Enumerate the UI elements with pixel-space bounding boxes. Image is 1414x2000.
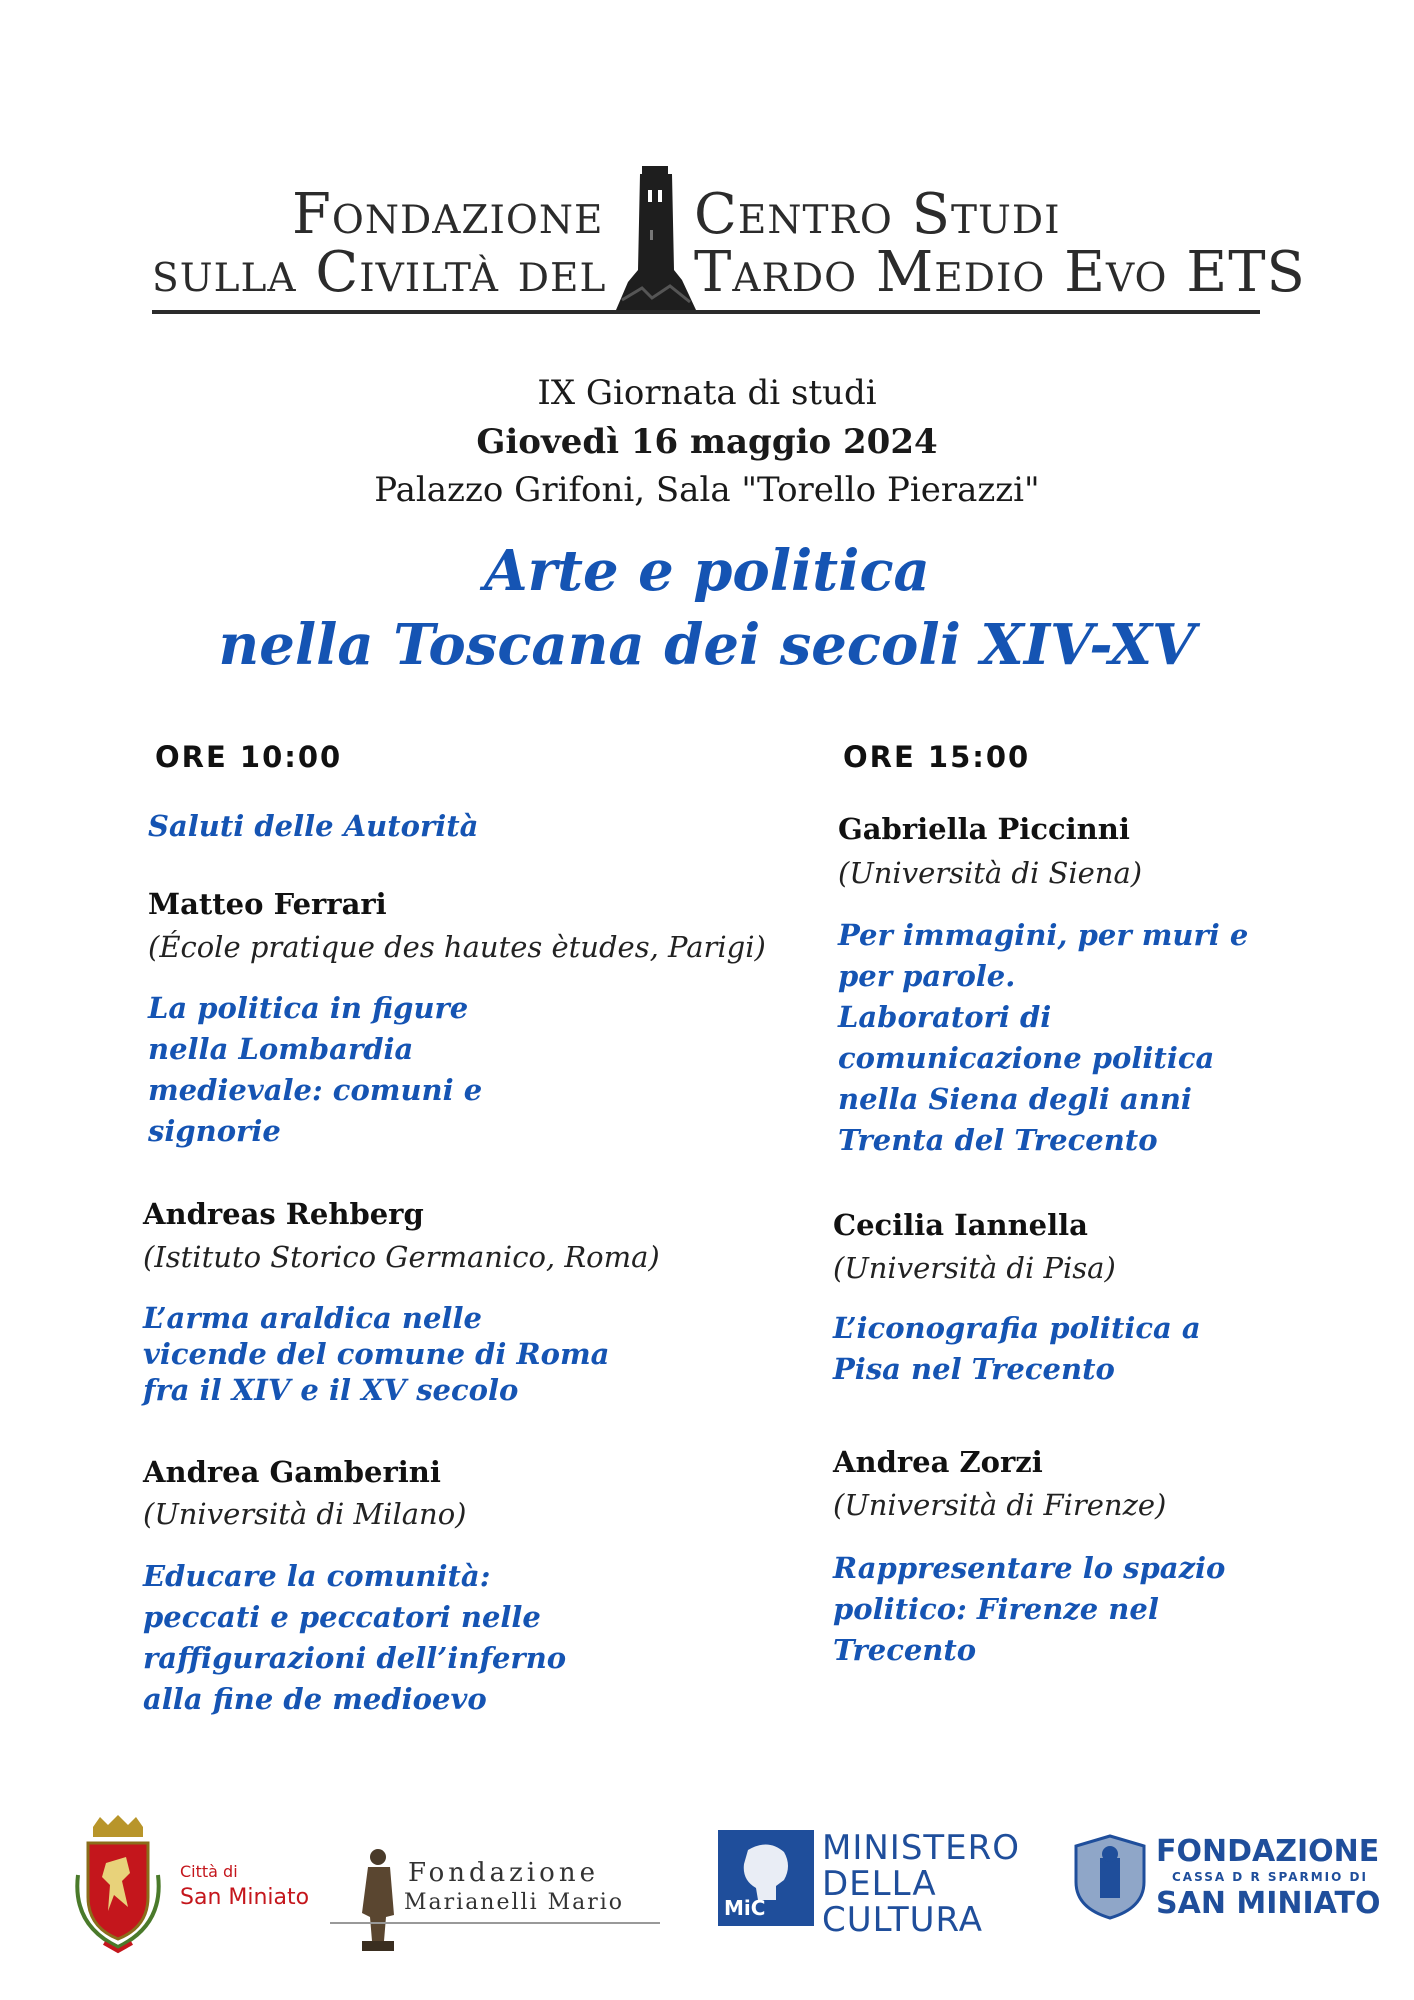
speaker-affiliation: (Istituto Storico Germanico, Roma)	[143, 1240, 660, 1274]
mic-logo-badge	[718, 1830, 814, 1926]
speaker-affiliation: (Università di Pisa)	[833, 1251, 1116, 1285]
speaker-affiliation: (Università di Milano)	[143, 1497, 467, 1531]
talk-title-line: La politica in figure	[148, 991, 469, 1025]
logo-left-bottom: sulla Civiltà del	[152, 240, 607, 305]
speaker-name: Andrea Zorzi	[833, 1445, 1043, 1479]
marianelli-underline	[330, 1922, 660, 1924]
speaker-name: Matteo Ferrari	[148, 887, 387, 921]
comune-small-label: Città di	[180, 1862, 238, 1881]
mic-line2: DELLA	[822, 1864, 937, 1904]
afternoon-time: ORE 15:00	[843, 740, 1031, 774]
event-title-line2: nella Toscana dei secoli XIV-XV	[218, 612, 1196, 678]
talk-title-line: L’iconografia politica a	[833, 1311, 1201, 1345]
talk-title	[838, 915, 1248, 1161]
talk-title-line: Pisa nel Trecento	[833, 1352, 1115, 1386]
talk-title	[148, 988, 482, 1152]
talk-title-line: Rappresentare lo spazio	[833, 1551, 1226, 1585]
comune-coat-of-arms-icon	[68, 1815, 168, 1955]
talk-title-line: fra il XIV e il XV secolo	[143, 1373, 519, 1407]
talk-title	[833, 1548, 1225, 1671]
talk-title-line: Laboratori di	[838, 1000, 1052, 1034]
logo-right-top: Centro Studi	[694, 182, 1061, 247]
event-series: IX Giornata di studi	[537, 373, 877, 413]
logo-right-bottom: Tardo Medio Evo ETS	[694, 240, 1306, 305]
talk-title-line: peccati e peccatori nelle	[143, 1600, 541, 1634]
event-date: Giovedì 16 maggio 2024	[476, 422, 938, 462]
talk-title-line: nella Siena degli anni	[838, 1082, 1192, 1116]
talk-title-line: medievale: comuni e	[148, 1073, 483, 1107]
mic-line3: CULTURA	[822, 1900, 984, 1940]
fsm-line1: FONDAZIONE	[1156, 1834, 1380, 1869]
morning-greeting: Saluti delle Autorità	[148, 809, 479, 843]
marianelli-line2: Marianelli Mario	[404, 1890, 625, 1915]
event-title-line1: Arte e politica	[484, 538, 930, 604]
tower-logo-icon	[612, 160, 700, 310]
talk-title-line: signorie	[148, 1114, 281, 1148]
talk-title-line: politico: Firenze nel	[833, 1592, 1159, 1626]
talk-title	[833, 1308, 1201, 1390]
talk-title	[143, 1300, 609, 1408]
talk-title-line: vicende del comune di Roma	[143, 1337, 610, 1371]
marianelli-statue-icon	[348, 1845, 404, 1955]
event-venue: Palazzo Grifoni, Sala "Torello Pierazzi"	[374, 470, 1040, 510]
speaker-name: Gabriella Piccinni	[838, 812, 1130, 846]
fsm-line2: CASSA D R SPARMIO DI	[1172, 1870, 1368, 1884]
fsm-crest-icon	[1070, 1832, 1150, 1922]
speaker-affiliation: (École pratique des hautes ètudes, Parigi)	[148, 930, 766, 964]
talk-title-line: raffigurazioni dell’inferno	[143, 1641, 567, 1675]
morning-time: ORE 10:00	[155, 740, 343, 774]
talk-title	[143, 1556, 566, 1720]
marianelli-line1: Fondazione	[408, 1858, 599, 1888]
logo-left-top: Fondazione	[292, 182, 604, 247]
mic-line1: MINISTERO	[822, 1828, 1021, 1868]
talk-title-line: L’arma araldica nelle	[143, 1301, 482, 1335]
talk-title-line: Trecento	[833, 1633, 977, 1667]
logo-underline	[152, 310, 1260, 314]
speaker-affiliation: (Università di Siena)	[838, 856, 1143, 890]
speaker-name: Andreas Rehberg	[143, 1197, 424, 1231]
talk-title-line: comunicazione politica	[838, 1041, 1215, 1075]
speaker-name: Cecilia Iannella	[833, 1208, 1088, 1242]
talk-title-line: Educare la comunità:	[143, 1559, 491, 1593]
talk-title-line: per parole.	[838, 959, 1016, 993]
talk-title-line: Trenta del Trecento	[838, 1123, 1158, 1157]
speaker-affiliation: (Università di Firenze)	[833, 1488, 1167, 1522]
fsm-line3: SAN MINIATO	[1156, 1886, 1381, 1921]
talk-title-line: Per immagini, per muri e	[838, 918, 1249, 952]
talk-title-line: alla fine de medioevo	[143, 1682, 487, 1716]
mic-badge-text: MiC	[724, 1896, 766, 1920]
talk-title-line: nella Lombardia	[148, 1032, 414, 1066]
comune-name: San Miniato	[180, 1885, 310, 1910]
speaker-name: Andrea Gamberini	[143, 1455, 441, 1489]
